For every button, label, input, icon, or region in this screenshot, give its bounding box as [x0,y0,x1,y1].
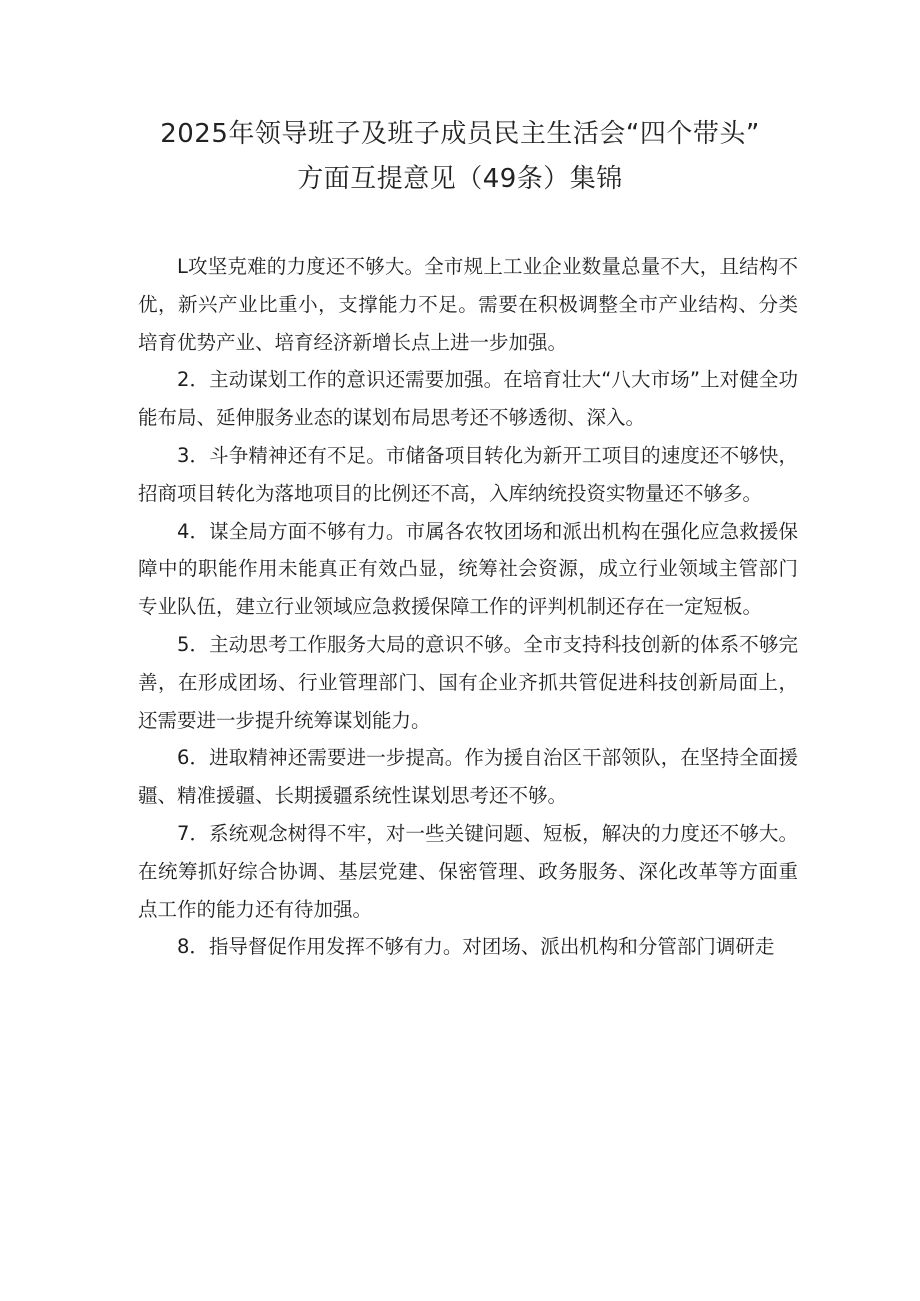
paragraph-1: L攻坚克难的力度还不够大。全市规上工业企业数量总量不大，且结构不优，新兴产业比重小，支撑能力不足。需要在积极调整全市产业结构、分类培育优势产业、培育经济新增长点上进一步加强。 [138,255,798,354]
paragraph-6: 6．进取精神还需要进一步提高。作为援自治区干部领队，在坚持全面援疆、精准援疆、长期援疆系统性谋划思考还不够。 [138,746,798,808]
document-title-line-2: 方面互提意见（49条）集锦 [297,164,623,194]
paragraph-5: 5．主动思考工作服务大局的意识不够。全市支持科技创新的体系不够完善，在形成团场、行业管理部门、国有企业齐抓共管促进科技创新局面上，还需要进一步提升统筹谋划能力。 [138,632,798,732]
paragraph-7: 7．系统观念树得不牢，对一些关键问题、短板，解决的力度还不够大。在统筹抓好综合协调、基层党建、保密管理、政务服务、深化改革等方面重点工作的能力还有待加强。 [138,821,798,921]
paragraph-4: 4．谋全局方面不够有力。市属各农牧团场和派出机构在强化应急救援保障中的职能作用未能真正有效凸显，统筹社会资源，成立行业领域主管部门专业队伍，建立行业领域应急救援保障工作的评判机制还存在一定短板。 [138,519,798,619]
paragraph-8: 8．指导督促作用发挥不够有力。对团场、派出机构和分管部门调研走 [177,935,775,959]
document-body [138,248,798,966]
document-title-line-1: 2025年领导班子及班子成员民主生活会“四个带头” [160,119,760,149]
paragraph-3: 3．斗争精神还有不足。市储备项目转化为新开工项目的速度还不够快，招商项目转化为落地项目的比例还不高，入库纳统投资实物量还不够多。 [138,443,798,505]
paragraph-2: 2．主动谋划工作的意识还需要加强。在培育壮大“八大市场”上对健全功能布局、延伸服务业态的谋划布局思考还不够透彻、深入。 [138,368,798,430]
